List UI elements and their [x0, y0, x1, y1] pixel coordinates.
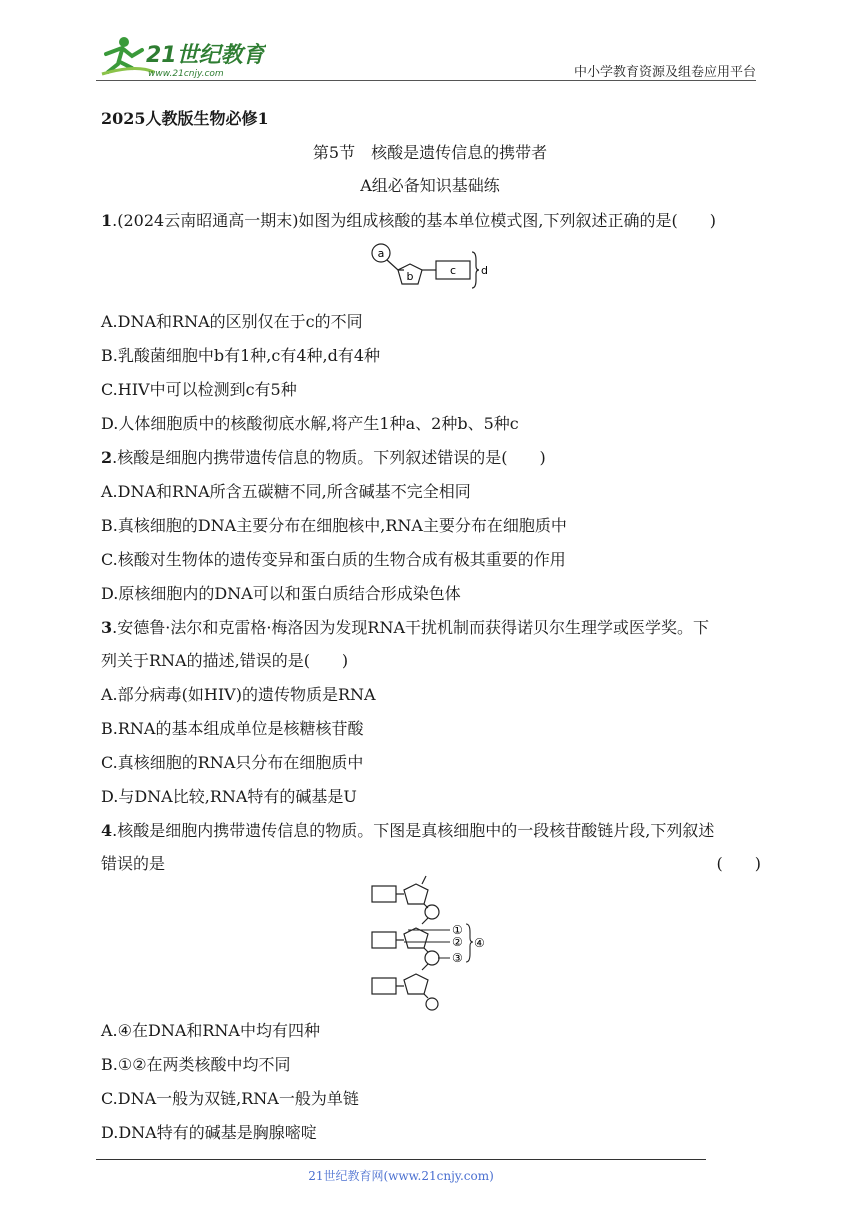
question-3-number: 3: [101, 618, 113, 637]
question-4-number: 4: [101, 821, 113, 840]
footer-text: 21世纪教育网(www.21cnjy.com): [308, 1169, 494, 1183]
question-2-option-c: C.核酸对生物体的遗传变异和蛋白质的生物合成有极其重要的作用: [101, 550, 566, 569]
label-b: b: [406, 270, 414, 283]
book-title: 2025人教版生物必修1: [101, 109, 269, 128]
nucleotide-figure: [368, 240, 498, 296]
question-3-option-d: D.与DNA比较,RNA特有的碱基是U: [101, 787, 357, 806]
question-3-option-b: B.RNA的基本组成单位是核糖核苷酸: [101, 719, 364, 738]
question-2-option-d: D.原核细胞内的DNA可以和蛋白质结合形成染色体: [101, 584, 461, 603]
header-platform-text: 中小学教育资源及组卷应用平台: [573, 65, 756, 80]
question-1-option-d: D.人体细胞质中的核酸彻底水解,将产生1种a、2种b、5种c: [101, 414, 519, 433]
question-1-number: 1: [101, 211, 113, 230]
question-4-option-a: A.④在DNA和RNA中均有四种: [101, 1021, 320, 1040]
group-title: A组必备知识基础练: [360, 176, 500, 195]
footer-divider: [96, 1159, 706, 1160]
header-divider: [96, 80, 756, 81]
question-4-answer-paren: ( ): [716, 854, 761, 873]
label-c: c: [449, 264, 457, 277]
logo-graphic: [96, 34, 266, 80]
label-a: a: [377, 247, 385, 260]
site-logo: [96, 34, 266, 80]
label-2: ②: [452, 935, 463, 949]
question-2-text: .核酸是细胞内携带遗传信息的物质。下列叙述错误的是( ): [112, 448, 546, 467]
logo-url: www.21cnjy.com: [148, 69, 224, 79]
question-3-text-1: .安德鲁·法尔和克雷格·梅洛因为发现RNA干扰机制而获得诺贝尔生理学或医学奖。下: [112, 618, 710, 637]
question-2-number: 2: [101, 448, 113, 467]
section-title: 第5节 核酸是遗传信息的携带者: [312, 143, 548, 162]
question-3-stem-line2: 列关于RNA的描述,错误的是( ): [101, 651, 349, 670]
label-4: ④: [474, 936, 485, 950]
question-4-option-c: C.DNA一般为双链,RNA一般为单链: [101, 1089, 359, 1108]
nucleotide-chain-figure: [368, 872, 498, 1012]
question-4-stem-line1: [101, 818, 714, 841]
question-3-option-a: A.部分病毒(如HIV)的遗传物质是RNA: [101, 685, 376, 704]
question-3-option-c: C.真核细胞的RNA只分布在细胞质中: [101, 753, 364, 772]
question-1-option-c: C.HIV中可以检测到c有5种: [101, 380, 297, 399]
label-d: d: [481, 264, 488, 277]
question-2-option-a: A.DNA和RNA所含五碳糖不同,所含碱基不完全相同: [101, 482, 471, 501]
question-4-text-1: .核酸是细胞内携带遗传信息的物质。下图是真核细胞中的一段核苷酸链片段,下列叙述: [112, 821, 715, 840]
logo-text: 21世纪教育: [146, 43, 265, 68]
question-2-stem: [101, 445, 546, 468]
question-4-stem-line2: 错误的是: [101, 854, 166, 873]
question-1-option-a: A.DNA和RNA的区别仅在于c的不同: [101, 312, 363, 331]
label-1: ①: [452, 923, 463, 937]
question-2-option-b: B.真核细胞的DNA主要分布在细胞核中,RNA主要分布在细胞质中: [101, 516, 567, 535]
question-4-option-d: D.DNA特有的碱基是胸腺嘧啶: [101, 1123, 317, 1142]
question-1-stem: [101, 208, 716, 231]
question-1-option-b: B.乳酸菌细胞中b有1种,c有4种,d有4种: [101, 346, 381, 365]
question-3-stem-line1: [101, 615, 709, 638]
question-1-text: .(2024云南昭通高一期末)如图为组成核酸的基本单位模式图,下列叙述正确的是( ): [112, 211, 717, 230]
question-4-option-b: B.①②在两类核酸中均不同: [101, 1055, 291, 1074]
label-3: ③: [452, 951, 463, 965]
